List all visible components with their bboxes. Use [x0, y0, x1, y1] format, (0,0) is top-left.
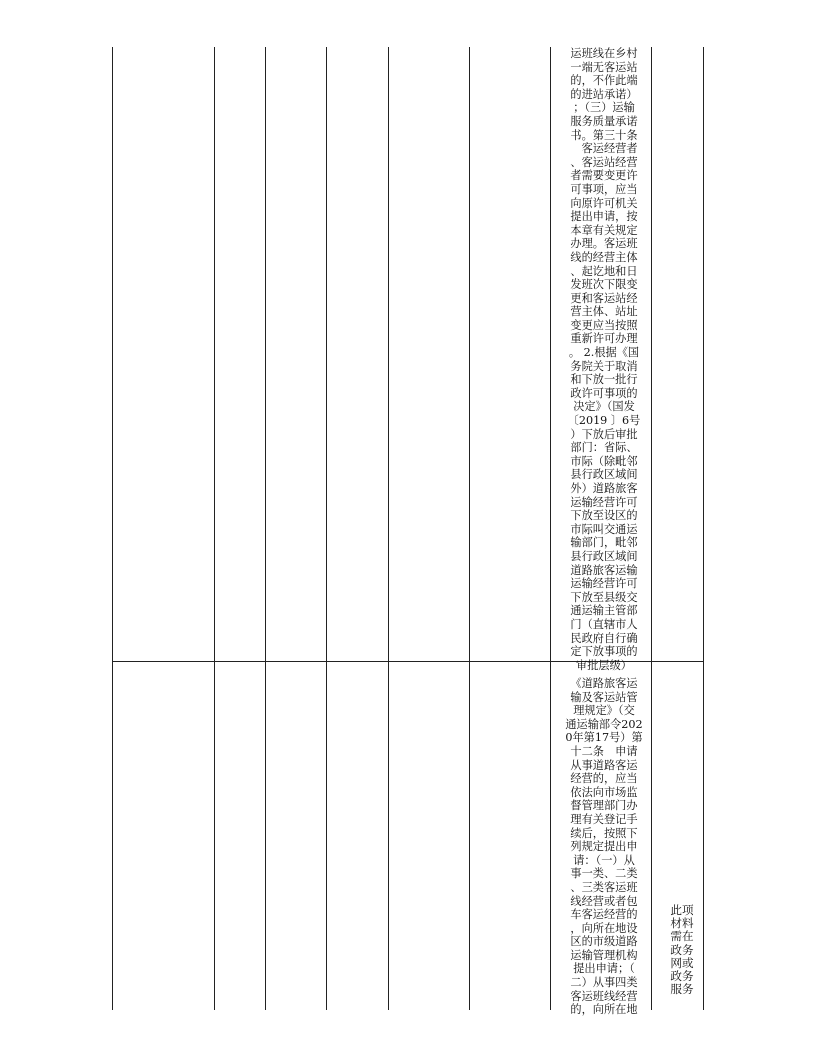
column-divider — [469, 47, 470, 1010]
column-divider — [326, 47, 327, 1010]
legal-basis-cell: 运班线在乡村 一端无客运站 的，不作此端 的进站承诺） ；（三）运输 服务质量承诺 书。第三十条 客运经营者 、客运站经营 者需要变更许 可事项，应当 向原许可机关 提出申请，按 本章有关规定 办理。客运班 线的经营主体 、起讫地和日 发班次下限变 更和客运站经 营主体、站址 变更应当按照 重新许可办理 。 2.根据《国 务院关于取消 和下放一批行 政许可事项的 决定》（国发 〔2019 〕6号 ）下放后审批 部门：省际、 市际（除毗邻 县行政区域间 外）道路旅客 运输经营许可 下放至设区的 市际叫交通运 输部门，毗邻 县行政区域间 道路旅客运输 运输经营许可 下放至县级交 通运输主管部 门（直辖市人 民政府自行确 定下放事项的 审批层级） — [567, 47, 641, 672]
column-divider — [550, 47, 551, 1010]
column-divider — [388, 47, 389, 1010]
document-table — [112, 47, 704, 1017]
table-border-left — [112, 47, 113, 1010]
remarks-cell: 此项 材料 需在 政务 网或 政务 服务 — [670, 903, 694, 997]
legal-basis-cell: 《道路旅客运 输及客运站管 理规定》（交 通运输部令202 0年第17号）第 十二条 申请 从事道路客运 经营的，应当 依法向市场监 督管理部门办 理有关登记手 续后，按照下 列规定提出申 请：（一）从 事一类、二类 、三类客运班 线经营或者包 车客运经营的 ，向所在地设 区的市级道路 运输管理机构 提出申请；（ 二）从事四类 客运班线经营 的，向所在地 — [565, 677, 643, 1017]
column-divider — [265, 47, 266, 1010]
column-divider — [651, 47, 652, 1010]
table-border-right — [703, 47, 704, 1010]
column-divider — [214, 47, 215, 1010]
